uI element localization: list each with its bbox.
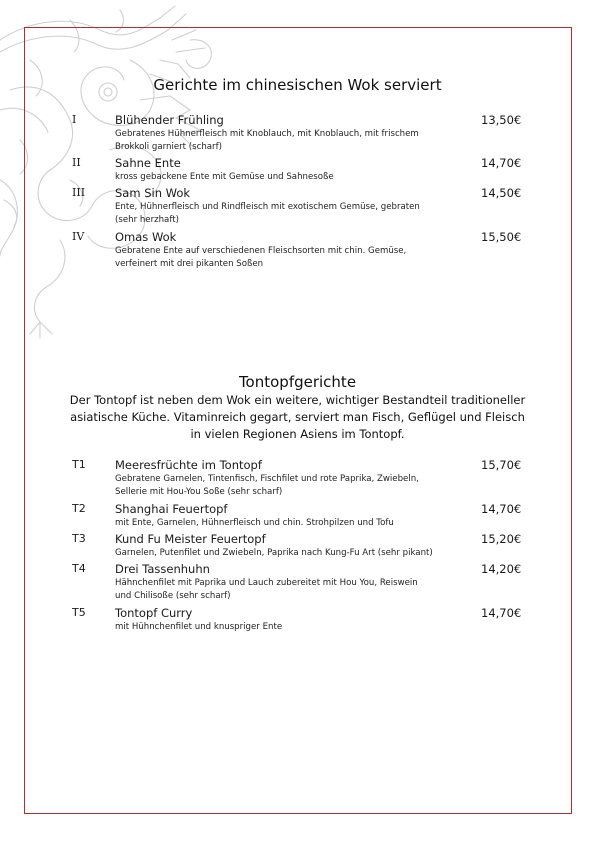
item-number: T1 bbox=[72, 458, 86, 471]
item-name: Shanghai Feuertopf bbox=[115, 502, 228, 516]
item-price: 13,50€ bbox=[481, 113, 522, 127]
item-number: II bbox=[72, 156, 81, 169]
item-number: I bbox=[72, 113, 77, 126]
item-name: Sahne Ente bbox=[115, 156, 181, 170]
item-description: Gebratene Ente auf verschiedenen Fleischsorten mit chin. Gemüse, verfeinert mit drei pikanten Soßen bbox=[115, 246, 407, 269]
item-name: Tontopf Curry bbox=[115, 606, 193, 620]
item-description: Ente, Hühnerfleisch und Rindfleisch mit exotischem Gemüse, gebraten (sehr herzhaft) bbox=[115, 202, 420, 225]
item-name: Meeresfrüchte im Tontopf bbox=[115, 458, 262, 472]
item-number: III bbox=[72, 186, 86, 199]
section-title-wok: Gerichte im chinesischen Wok serviert bbox=[153, 76, 442, 94]
section-intro: Der Tontopf ist neben dem Wok ein weitere, wichtiger Bestandteil traditioneller asiatische Küche. Vitaminreich gegart, serviert man Fisch, Geflügel und Fleisch in vielen Regionen Asiens im Tontopf. bbox=[69, 393, 526, 441]
item-price: 14,70€ bbox=[481, 502, 522, 516]
item-price: 15,70€ bbox=[481, 458, 522, 472]
section-title-tontopf: Tontopfgerichte bbox=[238, 373, 357, 391]
item-number: T4 bbox=[72, 562, 86, 575]
item-price: 15,50€ bbox=[481, 230, 522, 244]
item-price: 15,20€ bbox=[481, 532, 522, 546]
item-price: 14,50€ bbox=[481, 186, 522, 200]
item-number: T2 bbox=[72, 502, 86, 515]
item-name: Omas Wok bbox=[115, 230, 177, 244]
item-description: Gebratenes Hühnerfleisch mit Knoblauch, mit Knoblauch, mit frischem Brokkoli garniert (scharf) bbox=[115, 129, 419, 152]
item-description: mit Hühnchenfilet und knuspriger Ente bbox=[115, 622, 283, 632]
item-description: Hähnchenfilet mit Paprika und Lauch zubereitet mit Hou You, Reiswein und Chilisoße (sehr scharf) bbox=[115, 578, 418, 601]
item-price: 14,20€ bbox=[481, 562, 522, 576]
item-name: Drei Tassenhuhn bbox=[115, 562, 210, 576]
item-price: 14,70€ bbox=[481, 606, 522, 620]
item-description: mit Ente, Garnelen, Hühnerfleisch und chin. Strohpilzen und Tofu bbox=[115, 518, 394, 528]
item-name: Kund Fu Meister Feuertopf bbox=[115, 532, 266, 546]
item-price: 14,70€ bbox=[481, 156, 522, 170]
item-description: Garnelen, Putenfilet und Zwiebeln, Paprika nach Kung-Fu Art (sehr pikant) bbox=[115, 548, 433, 558]
item-number: T3 bbox=[72, 532, 86, 545]
item-description: Gebratene Garnelen, Tintenfisch, Fischfilet und rote Paprika, Zwiebeln, Sellerie mit Hou-You Soße (sehr scharf) bbox=[115, 474, 419, 497]
item-name: Sam Sin Wok bbox=[115, 186, 191, 200]
item-number: T5 bbox=[72, 606, 86, 619]
item-description: kross gebackene Ente mit Gemüse und Sahnesoße bbox=[115, 172, 334, 182]
item-number: IV bbox=[72, 230, 85, 243]
item-name: Blühender Frühling bbox=[115, 113, 224, 127]
